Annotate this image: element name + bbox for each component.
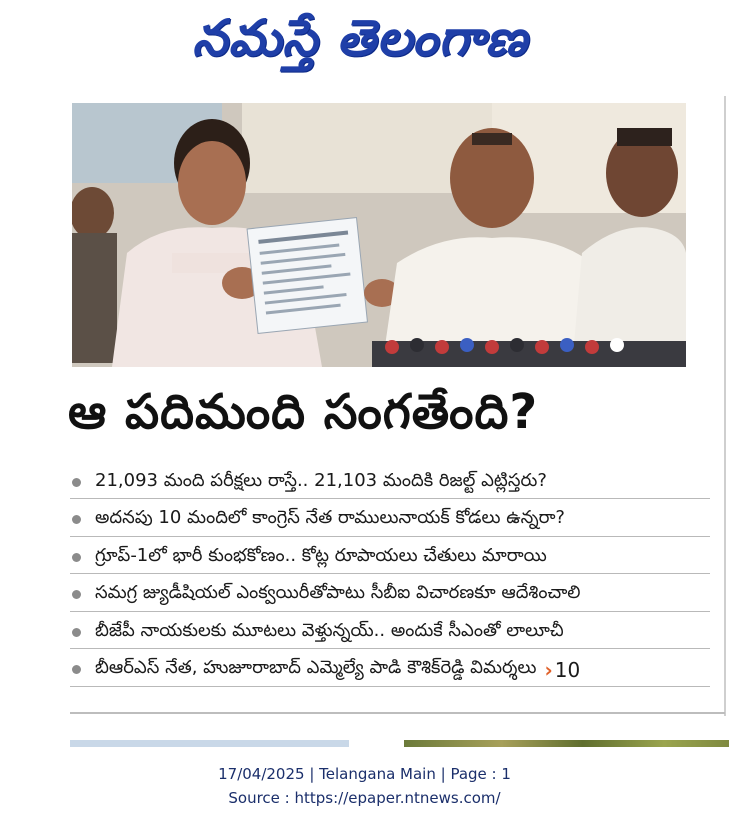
bullet-text: అదనపు 10 మందిలో కాంగ్రెస్ నేత రాములునాయక్ కోడలు ఉన్నరా?: [95, 507, 565, 528]
bullet-list: [70, 466, 710, 691]
footer-edition-info: 17/04/2025 | Telangana Main | Page : 1: [218, 765, 511, 783]
column-divider: [724, 96, 726, 716]
press-conference-photo: [72, 103, 686, 367]
list-item: [70, 466, 710, 499]
bullet-text: బీజేపీ నాయకులకు మూటలు వెళ్తున్నయ్.. అందుకే సీఎంతో లాలూచీ: [95, 619, 564, 641]
continued-page-number[interactable]: 10: [554, 657, 581, 682]
bullet-icon: [72, 665, 81, 674]
bullet-text: బీఆర్ఎస్ నేత, హుజూరాబాద్ ఎమ్మెల్యే పాడి కౌశిక్‌రెడ్డి విమర్శలు: [95, 657, 537, 678]
footer-source-link[interactable]: Source : https://epaper.ntnews.com/: [228, 789, 501, 807]
list-item: [70, 616, 710, 649]
photo-illustration: [72, 103, 686, 367]
main-headline: ఆ పదిమంది సంగతేంది?: [68, 384, 539, 440]
list-item: [70, 541, 710, 574]
continued-arrow-icon: ›: [544, 657, 553, 682]
bullet-icon: [72, 515, 81, 524]
bullet-text: గ్రూప్-1లో భారీ కుంభకోణం.. కోట్ల రూపాయలు చేతులు మారాయి: [95, 544, 547, 566]
bullet-text: 21,093 మంది పరీక్షలు రాస్తే.. 21,103 మందికి రిజల్ట్ ఎట్లిస్తరు?: [95, 469, 547, 491]
list-item: [70, 654, 710, 687]
next-article-strip: [70, 740, 349, 747]
bullet-icon: [72, 478, 81, 487]
bullet-icon: [72, 628, 81, 637]
next-photo-strip: [404, 740, 729, 747]
newspaper-masthead: నమస్తే తెలంగాణ: [192, 8, 528, 67]
section-divider: [70, 712, 725, 714]
list-item: [70, 504, 710, 537]
bullet-icon: [72, 590, 81, 599]
bullet-icon: [72, 553, 81, 562]
bullet-text: సమగ్ర జ్యుడీషియల్ ఎంక్వయిరీతోపాటు సీబీఐ విచారణకూ ఆదేశించాలి: [95, 582, 581, 603]
list-item: [70, 579, 710, 612]
